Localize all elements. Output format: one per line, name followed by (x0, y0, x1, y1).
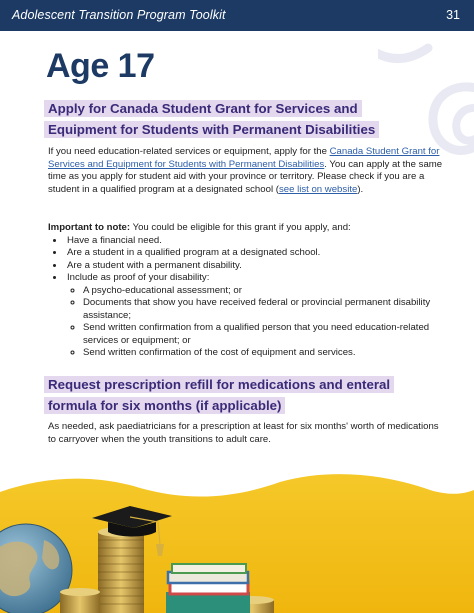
list-item: • Are a student with a permanent disability. (65, 260, 448, 273)
refill-heading-line1: Request prescription refill for medications and enteral (44, 376, 394, 393)
books-icon (166, 564, 250, 613)
list-item-label: Include as proof of your disability: (67, 272, 210, 283)
refill-heading (44, 374, 424, 416)
grant-heading-line1: Apply for Canada Student Grant for Services and (44, 100, 362, 117)
eligibility-section (48, 222, 448, 360)
refill-text: As needed, ask paediatricians for a prescription at least for six months' worth of medications to carryover when the youth transitions to adult care. (48, 421, 439, 445)
header-title: Adolescent Transition Program Toolkit (12, 8, 226, 22)
eligibility-list (48, 235, 448, 360)
page-header (0, 0, 474, 31)
list-item: ◦ A psycho-educational assessment; or (83, 285, 448, 298)
note-label: Important to note: (48, 222, 131, 233)
section-title: Age 17 (46, 47, 155, 85)
education-illustration (0, 470, 474, 613)
grant-heading-line2: Equipment for Students with Permanent Disabilities (44, 121, 379, 138)
list-item: ◦ Documents that show you have received federal or provincial permanent disability assistance; (83, 297, 448, 322)
grant-intro (48, 146, 448, 196)
list-item: ◦ Send written confirmation of the cost of equipment and services. (83, 347, 448, 360)
grant-link[interactable]: Canada Student Grant for Services and Equipment for Students with Permanent Disabilities (48, 146, 440, 170)
intro-text-continued: . You can apply at the same time as you apply for student aid with your province or territory. Please check if you are a student in a qualified program at a designated school ( (48, 158, 443, 195)
list-item: ◦ Send written confirmation from a qualified person that you need education-related services or equipment; or (83, 322, 448, 347)
page-number: 31 (446, 8, 460, 22)
list-item (65, 272, 448, 360)
intro-text-end: ). (357, 183, 364, 195)
list-item: • Have a financial need. (65, 235, 448, 248)
grant-heading (44, 98, 404, 140)
refill-heading-line2: formula for six months (if applicable) (44, 397, 285, 414)
proof-list (67, 285, 448, 360)
website-link[interactable]: see list on website (278, 183, 358, 195)
note-text: You could be eligible for this grant if you apply, and: (130, 222, 351, 233)
important-note (48, 222, 448, 235)
intro-text: If you need education-related services or equipment, apply for the (48, 146, 330, 157)
list-item: • Are a student in a qualified program at a designated school. (65, 247, 448, 260)
